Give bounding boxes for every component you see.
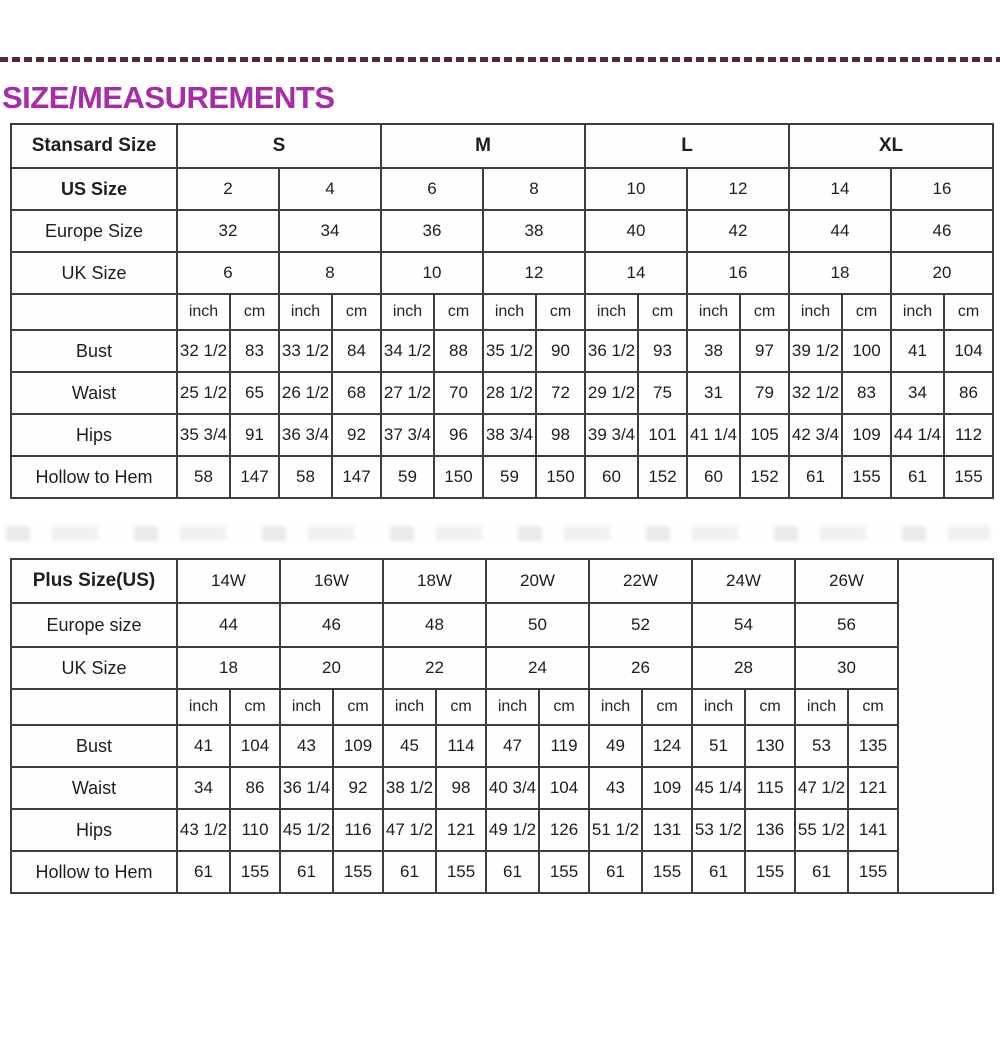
table-row bbox=[11, 210, 993, 252]
unit-cell: inch bbox=[589, 689, 642, 725]
size-cell: 28 bbox=[692, 647, 795, 689]
measure-cell: 53 1/2 bbox=[692, 809, 745, 851]
measure-cell: 43 bbox=[280, 725, 333, 767]
measure-cell: 147 bbox=[230, 456, 279, 498]
measure-cell: 152 bbox=[740, 456, 789, 498]
size-group-cell: M bbox=[381, 124, 585, 168]
measure-cell: 61 bbox=[891, 456, 944, 498]
measure-cell: 97 bbox=[740, 330, 789, 372]
measure-cell: 115 bbox=[745, 767, 795, 809]
table-row bbox=[11, 294, 993, 330]
measure-cell: 29 1/2 bbox=[585, 372, 638, 414]
table-row bbox=[11, 689, 993, 725]
measure-cell: 27 1/2 bbox=[381, 372, 434, 414]
measure-cell: 40 3/4 bbox=[486, 767, 539, 809]
unit-cell: inch bbox=[177, 294, 230, 330]
measure-cell: 47 1/2 bbox=[383, 809, 436, 851]
measure-cell: 79 bbox=[740, 372, 789, 414]
corner-label: Stansard Size bbox=[11, 124, 177, 168]
row-label: US Size bbox=[11, 168, 177, 210]
measure-cell: 31 bbox=[687, 372, 740, 414]
measure-cell: 109 bbox=[333, 725, 383, 767]
size-cell: 32 bbox=[177, 210, 279, 252]
size-cell: 20 bbox=[891, 252, 993, 294]
measure-cell: 34 bbox=[891, 372, 944, 414]
measure-cell: 75 bbox=[638, 372, 687, 414]
measure-cell: 36 1/4 bbox=[280, 767, 333, 809]
size-cell: 2 bbox=[177, 168, 279, 210]
size-cell: 46 bbox=[891, 210, 993, 252]
measure-cell: 45 1/4 bbox=[692, 767, 745, 809]
unit-cell: cm bbox=[536, 294, 585, 330]
measure-cell: 59 bbox=[381, 456, 434, 498]
size-cell: 10 bbox=[585, 168, 687, 210]
size-cell: 26 bbox=[589, 647, 692, 689]
size-group-cell: 18W bbox=[383, 559, 486, 603]
unit-cell: cm bbox=[230, 689, 280, 725]
measure-cell: 101 bbox=[638, 414, 687, 456]
faint-ghost-text bbox=[6, 526, 990, 541]
unit-cell: inch bbox=[585, 294, 638, 330]
measure-cell: 61 bbox=[692, 851, 745, 893]
measure-cell: 155 bbox=[745, 851, 795, 893]
measure-cell: 68 bbox=[332, 372, 381, 414]
measure-cell: 33 1/2 bbox=[279, 330, 332, 372]
unit-cell: inch bbox=[692, 689, 745, 725]
size-cell: 22 bbox=[383, 647, 486, 689]
measure-cell: 59 bbox=[483, 456, 536, 498]
measure-cell: 98 bbox=[536, 414, 585, 456]
measure-cell: 38 3/4 bbox=[483, 414, 536, 456]
measure-cell: 152 bbox=[638, 456, 687, 498]
size-cell: 34 bbox=[279, 210, 381, 252]
measure-cell: 41 bbox=[177, 725, 230, 767]
measure-cell: 147 bbox=[332, 456, 381, 498]
table-row bbox=[11, 559, 993, 603]
measure-cell: 121 bbox=[848, 767, 898, 809]
row-label: Waist bbox=[11, 372, 177, 414]
size-cell: 14 bbox=[585, 252, 687, 294]
size-cell: 30 bbox=[795, 647, 898, 689]
measure-cell: 37 3/4 bbox=[381, 414, 434, 456]
size-cell: 44 bbox=[789, 210, 891, 252]
unit-cell: inch bbox=[795, 689, 848, 725]
measure-cell: 116 bbox=[333, 809, 383, 851]
unit-cell: inch bbox=[483, 294, 536, 330]
size-cell: 42 bbox=[687, 210, 789, 252]
row-label: Bust bbox=[11, 725, 177, 767]
unit-cell: cm bbox=[230, 294, 279, 330]
measure-cell: 60 bbox=[687, 456, 740, 498]
size-group-cell: 24W bbox=[692, 559, 795, 603]
size-cell: 14 bbox=[789, 168, 891, 210]
measure-cell: 155 bbox=[333, 851, 383, 893]
size-cell: 48 bbox=[383, 603, 486, 647]
size-cell: 24 bbox=[486, 647, 589, 689]
measure-cell: 61 bbox=[177, 851, 230, 893]
measure-cell: 61 bbox=[589, 851, 642, 893]
unit-cell: cm bbox=[848, 689, 898, 725]
unit-cell: cm bbox=[740, 294, 789, 330]
measure-cell: 91 bbox=[230, 414, 279, 456]
measure-cell: 150 bbox=[434, 456, 483, 498]
measure-cell: 47 1/2 bbox=[795, 767, 848, 809]
measure-cell: 42 3/4 bbox=[789, 414, 842, 456]
size-cell: 36 bbox=[381, 210, 483, 252]
measure-cell: 45 1/2 bbox=[280, 809, 333, 851]
measure-cell: 98 bbox=[436, 767, 486, 809]
measure-cell: 32 1/2 bbox=[177, 330, 230, 372]
measure-cell: 96 bbox=[434, 414, 483, 456]
measure-cell: 112 bbox=[944, 414, 993, 456]
size-cell: 44 bbox=[177, 603, 280, 647]
measure-cell: 88 bbox=[434, 330, 483, 372]
row-label: Waist bbox=[11, 767, 177, 809]
size-cell: 16 bbox=[687, 252, 789, 294]
measure-cell: 92 bbox=[332, 414, 381, 456]
size-group-cell: 14W bbox=[177, 559, 280, 603]
unit-cell: cm bbox=[642, 689, 692, 725]
measure-cell: 136 bbox=[745, 809, 795, 851]
unit-cell: cm bbox=[638, 294, 687, 330]
page-title: SIZE/MEASUREMENTS bbox=[2, 80, 335, 115]
size-cell: 6 bbox=[177, 252, 279, 294]
row-label: Bust bbox=[11, 330, 177, 372]
unit-cell: cm bbox=[333, 689, 383, 725]
measure-cell: 47 bbox=[486, 725, 539, 767]
unit-cell: inch bbox=[177, 689, 230, 725]
measure-cell: 155 bbox=[539, 851, 589, 893]
measure-cell: 93 bbox=[638, 330, 687, 372]
size-cell: 18 bbox=[177, 647, 280, 689]
measure-cell: 45 bbox=[383, 725, 436, 767]
measure-cell: 49 bbox=[589, 725, 642, 767]
blank-cell bbox=[11, 294, 177, 330]
plus-size-table bbox=[10, 558, 994, 894]
measure-cell: 35 3/4 bbox=[177, 414, 230, 456]
size-group-cell: L bbox=[585, 124, 789, 168]
size-cell: 56 bbox=[795, 603, 898, 647]
table-row bbox=[11, 330, 993, 372]
measure-cell: 100 bbox=[842, 330, 891, 372]
measure-cell: 83 bbox=[842, 372, 891, 414]
unit-cell: inch bbox=[381, 294, 434, 330]
measure-cell: 61 bbox=[789, 456, 842, 498]
measure-cell: 84 bbox=[332, 330, 381, 372]
row-label: Hollow to Hem bbox=[11, 456, 177, 498]
measure-cell: 36 1/2 bbox=[585, 330, 638, 372]
measure-cell: 28 1/2 bbox=[483, 372, 536, 414]
measure-cell: 65 bbox=[230, 372, 279, 414]
measure-cell: 38 bbox=[687, 330, 740, 372]
measure-cell: 130 bbox=[745, 725, 795, 767]
measure-cell: 155 bbox=[848, 851, 898, 893]
size-cell: 4 bbox=[279, 168, 381, 210]
table-row bbox=[11, 851, 993, 893]
measure-cell: 61 bbox=[795, 851, 848, 893]
size-group-cell: 20W bbox=[486, 559, 589, 603]
unit-cell: cm bbox=[944, 294, 993, 330]
corner-label: Plus Size(US) bbox=[11, 559, 177, 603]
measure-cell: 104 bbox=[539, 767, 589, 809]
measure-cell: 150 bbox=[536, 456, 585, 498]
size-cell: 52 bbox=[589, 603, 692, 647]
size-cell: 46 bbox=[280, 603, 383, 647]
table-row bbox=[11, 168, 993, 210]
measure-cell: 90 bbox=[536, 330, 585, 372]
table-row bbox=[11, 725, 993, 767]
measure-cell: 86 bbox=[944, 372, 993, 414]
row-label: UK Size bbox=[11, 252, 177, 294]
measure-cell: 39 3/4 bbox=[585, 414, 638, 456]
measure-cell: 105 bbox=[740, 414, 789, 456]
measure-cell: 43 bbox=[589, 767, 642, 809]
unit-cell: cm bbox=[436, 689, 486, 725]
size-cell: 40 bbox=[585, 210, 687, 252]
size-group-cell: XL bbox=[789, 124, 993, 168]
unit-cell: cm bbox=[434, 294, 483, 330]
measure-cell: 34 1/2 bbox=[381, 330, 434, 372]
unit-cell: inch bbox=[486, 689, 539, 725]
size-cell: 18 bbox=[789, 252, 891, 294]
unit-cell: cm bbox=[539, 689, 589, 725]
measure-cell: 109 bbox=[842, 414, 891, 456]
empty-column bbox=[898, 559, 993, 893]
table-row bbox=[11, 647, 993, 689]
size-cell: 6 bbox=[381, 168, 483, 210]
row-label: Hips bbox=[11, 809, 177, 851]
measure-cell: 155 bbox=[642, 851, 692, 893]
size-cell: 12 bbox=[687, 168, 789, 210]
measure-cell: 38 1/2 bbox=[383, 767, 436, 809]
table-row bbox=[11, 372, 993, 414]
measure-cell: 135 bbox=[848, 725, 898, 767]
table-row bbox=[11, 767, 993, 809]
size-cell: 8 bbox=[483, 168, 585, 210]
measure-cell: 110 bbox=[230, 809, 280, 851]
size-group-cell: S bbox=[177, 124, 381, 168]
measure-cell: 43 1/2 bbox=[177, 809, 230, 851]
table-row bbox=[11, 124, 993, 168]
blank-cell bbox=[11, 689, 177, 725]
measure-cell: 26 1/2 bbox=[279, 372, 332, 414]
measure-cell: 55 1/2 bbox=[795, 809, 848, 851]
measure-cell: 60 bbox=[585, 456, 638, 498]
table-row bbox=[11, 456, 993, 498]
measure-cell: 39 1/2 bbox=[789, 330, 842, 372]
unit-cell: inch bbox=[383, 689, 436, 725]
measure-cell: 35 1/2 bbox=[483, 330, 536, 372]
measure-cell: 72 bbox=[536, 372, 585, 414]
size-cell: 8 bbox=[279, 252, 381, 294]
size-group-cell: 22W bbox=[589, 559, 692, 603]
row-label: Europe size bbox=[11, 603, 177, 647]
dashed-divider bbox=[0, 57, 1000, 62]
size-cell: 54 bbox=[692, 603, 795, 647]
size-cell: 12 bbox=[483, 252, 585, 294]
measure-cell: 49 1/2 bbox=[486, 809, 539, 851]
row-label: Europe Size bbox=[11, 210, 177, 252]
row-label: Hollow to Hem bbox=[11, 851, 177, 893]
measure-cell: 58 bbox=[177, 456, 230, 498]
measure-cell: 61 bbox=[280, 851, 333, 893]
size-cell: 10 bbox=[381, 252, 483, 294]
measure-cell: 51 1/2 bbox=[589, 809, 642, 851]
measure-cell: 92 bbox=[333, 767, 383, 809]
unit-cell: cm bbox=[332, 294, 381, 330]
measure-cell: 109 bbox=[642, 767, 692, 809]
unit-cell: inch bbox=[279, 294, 332, 330]
unit-cell: inch bbox=[891, 294, 944, 330]
measure-cell: 131 bbox=[642, 809, 692, 851]
size-group-cell: 16W bbox=[280, 559, 383, 603]
row-label: Hips bbox=[11, 414, 177, 456]
unit-cell: cm bbox=[745, 689, 795, 725]
measure-cell: 155 bbox=[436, 851, 486, 893]
measure-cell: 155 bbox=[944, 456, 993, 498]
size-cell: 38 bbox=[483, 210, 585, 252]
table-row bbox=[11, 603, 993, 647]
measure-cell: 41 1/4 bbox=[687, 414, 740, 456]
row-label: UK Size bbox=[11, 647, 177, 689]
size-cell: 16 bbox=[891, 168, 993, 210]
unit-cell: inch bbox=[687, 294, 740, 330]
measure-cell: 86 bbox=[230, 767, 280, 809]
measure-cell: 114 bbox=[436, 725, 486, 767]
unit-cell: inch bbox=[280, 689, 333, 725]
measure-cell: 36 3/4 bbox=[279, 414, 332, 456]
measure-cell: 58 bbox=[279, 456, 332, 498]
measure-cell: 141 bbox=[848, 809, 898, 851]
measure-cell: 104 bbox=[944, 330, 993, 372]
table-row bbox=[11, 414, 993, 456]
measure-cell: 119 bbox=[539, 725, 589, 767]
measure-cell: 41 bbox=[891, 330, 944, 372]
measure-cell: 104 bbox=[230, 725, 280, 767]
unit-cell: cm bbox=[842, 294, 891, 330]
measure-cell: 155 bbox=[842, 456, 891, 498]
standard-size-table bbox=[10, 123, 994, 499]
size-group-cell: 26W bbox=[795, 559, 898, 603]
size-cell: 50 bbox=[486, 603, 589, 647]
measure-cell: 44 1/4 bbox=[891, 414, 944, 456]
measure-cell: 61 bbox=[383, 851, 436, 893]
measure-cell: 32 1/2 bbox=[789, 372, 842, 414]
measure-cell: 155 bbox=[230, 851, 280, 893]
measure-cell: 53 bbox=[795, 725, 848, 767]
measure-cell: 70 bbox=[434, 372, 483, 414]
size-cell: 20 bbox=[280, 647, 383, 689]
table-row bbox=[11, 252, 993, 294]
measure-cell: 121 bbox=[436, 809, 486, 851]
measure-cell: 124 bbox=[642, 725, 692, 767]
measure-cell: 126 bbox=[539, 809, 589, 851]
measure-cell: 61 bbox=[486, 851, 539, 893]
table-row bbox=[11, 809, 993, 851]
unit-cell: inch bbox=[789, 294, 842, 330]
measure-cell: 51 bbox=[692, 725, 745, 767]
measure-cell: 34 bbox=[177, 767, 230, 809]
measure-cell: 83 bbox=[230, 330, 279, 372]
measure-cell: 25 1/2 bbox=[177, 372, 230, 414]
